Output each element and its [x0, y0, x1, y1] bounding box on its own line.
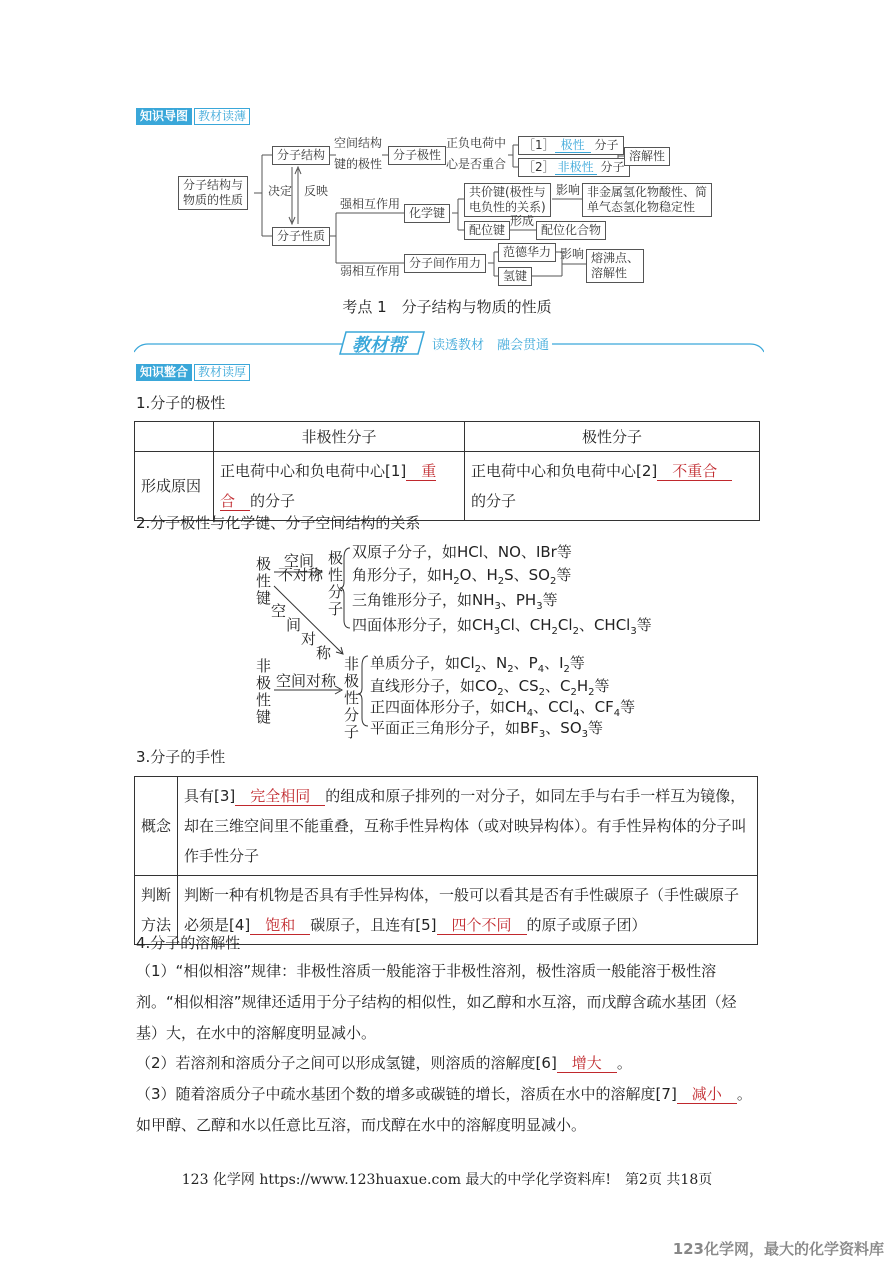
- sym-label: 空间对称: [276, 672, 337, 690]
- cell-text: 的分子: [250, 492, 296, 510]
- sub: 2: [507, 664, 514, 675]
- sub: 4: [573, 708, 580, 719]
- acid-line2: 单气态氢化物稳定性: [587, 200, 696, 214]
- t: 直线形分子，如CO: [370, 677, 498, 695]
- mindmap-covalent: [464, 183, 551, 217]
- option-suffix: 分子: [594, 138, 619, 152]
- sub: 2: [549, 576, 557, 587]
- mindmap-decide: 决定: [268, 184, 293, 198]
- t: Cl、CH: [500, 616, 552, 634]
- mindmap-acid: [582, 183, 712, 217]
- t: 角形分子，如H: [352, 566, 454, 584]
- nonpolar-example-4: [370, 717, 603, 740]
- sub: 4: [526, 708, 534, 719]
- mindmap-option-polar: [518, 136, 624, 155]
- char: 键: [256, 589, 272, 607]
- label-line2: 方法: [141, 916, 172, 934]
- melt-line1: 熔沸点、: [591, 251, 640, 265]
- polar-example-3: [352, 589, 558, 612]
- t: 等: [620, 698, 636, 716]
- t: 、CF: [579, 698, 614, 716]
- page-footer: 123 化学网 https://www.123huaxue.com 最大的中学化学资料库! 第2页 共18页: [181, 1172, 713, 1188]
- banner-sub: 读透教材 融会贯通: [432, 338, 550, 353]
- sub: 4: [537, 664, 545, 675]
- mindmap-chem-bond: 化学键: [404, 204, 450, 223]
- nonpolar-example-1: [370, 652, 585, 675]
- char: 子: [328, 600, 344, 618]
- mindmap-affect-2: 影响: [560, 247, 585, 261]
- mindmap-coord: 配位键: [464, 221, 510, 240]
- sym-diag-4: 称: [316, 644, 332, 662]
- chirality-table: [134, 776, 758, 945]
- char: 子: [344, 723, 360, 741]
- mindmap-structure: 分子结构: [272, 146, 330, 165]
- sub: 3: [536, 601, 543, 612]
- mindmap-reflect: 反映: [304, 184, 329, 198]
- covalent-line2: 电负性的关系): [469, 200, 546, 214]
- t: 等: [556, 566, 572, 584]
- cell-nonpolar: [214, 452, 465, 521]
- t: 三角锥形分子，如NH: [352, 591, 495, 609]
- char: 非: [344, 655, 360, 673]
- cell-method: [178, 876, 758, 945]
- t: 、I: [544, 654, 564, 672]
- t: 、CCl: [533, 698, 574, 716]
- mindmap-intermol: 分子间作用力: [404, 254, 486, 273]
- mindmap-tag-secondary: 教材读薄: [194, 108, 250, 125]
- knowledge-tag-primary: 知识整合: [136, 364, 192, 381]
- mindmap-polarity: 分子极性: [388, 146, 446, 165]
- asym-label-2: 不对称: [278, 566, 324, 584]
- t: 等: [569, 654, 585, 672]
- asym-label-1: 空间: [284, 552, 315, 570]
- melt-line2: 溶解性: [591, 266, 628, 280]
- polarity-table: [134, 421, 760, 521]
- sub: 2: [474, 664, 482, 675]
- t: 、N: [481, 654, 508, 672]
- s4-paragraph-2: [136, 1048, 758, 1079]
- t: 四面体形分子，如CH: [352, 616, 494, 634]
- t: 、P: [513, 654, 538, 672]
- mindmap-property: 分子性质: [272, 227, 330, 246]
- mindmap-center-1: 正负电荷中: [446, 136, 507, 150]
- t: 等: [594, 677, 610, 695]
- char: 极: [328, 549, 344, 567]
- sub: 2: [551, 626, 558, 637]
- t: O、H: [459, 566, 498, 584]
- para-text: 。: [616, 1054, 632, 1072]
- polar-example-4: [352, 614, 652, 637]
- mindmap-weak: 弱相互作用: [340, 264, 401, 278]
- t: H: [576, 677, 589, 695]
- knowledge-tag: [136, 364, 250, 381]
- t: Cl: [557, 616, 573, 634]
- char: 极: [256, 674, 272, 692]
- t: 、PH: [500, 591, 537, 609]
- polar-mol-label: [328, 550, 343, 618]
- nonpolar-example-2: [370, 675, 610, 698]
- sub: 3: [494, 601, 501, 612]
- char: 性: [256, 691, 272, 709]
- nonpolar-mol-label: [344, 656, 359, 741]
- mindmap-tag-primary: 知识导图: [136, 108, 192, 125]
- banner-main: 教材帮: [352, 335, 406, 356]
- bond-diagram: [240, 538, 660, 741]
- answer-5: 四个不同: [436, 916, 527, 934]
- t: 等: [636, 616, 652, 634]
- col-polar: 极性分子: [465, 422, 760, 452]
- option-num: ［1］: [523, 138, 555, 152]
- mindmap-spatial-2: 键的极性: [334, 157, 383, 171]
- answer-4: 饱和: [250, 916, 311, 934]
- answer-7b: 小: [706, 1085, 737, 1103]
- s3-title: 3.分子的手性: [136, 748, 226, 766]
- s4-title: 4.分子的溶解性: [136, 934, 241, 952]
- answer-2: 不重合: [657, 462, 733, 480]
- option-answer: 极性: [555, 138, 591, 153]
- t: 、CS: [503, 677, 539, 695]
- char: 极: [256, 555, 272, 573]
- char: 分: [344, 706, 360, 724]
- example-text: 双原子分子，如HCl、NO、IBr等: [352, 543, 572, 561]
- nonpolar-bond-label: [256, 658, 271, 726]
- answer-1b: 合: [220, 492, 251, 510]
- option-num: ［2］: [523, 160, 555, 174]
- mindmap-coord-compound: 配位化合物: [536, 221, 606, 240]
- acid-line1: 非金属氢化物酸性、简: [587, 185, 708, 199]
- s4-paragraph-1: （1）“相似相溶”规律：非极性溶质一般能溶于非极性溶剂，极性溶质一般能溶于极性溶剂。“相似相溶”规律还适用于分子结构的相似性，如乙醇和水互溶，而戊醇含疏水基团（烃基）大，在水中的溶解度明显减小。: [136, 962, 737, 1042]
- sub: 3: [538, 729, 546, 740]
- cell-polar: [465, 452, 760, 521]
- banner: [134, 330, 764, 356]
- cell-text: 判断一种有机物是否具有手性异构体，一般可以看其是否有手性碳原子（手性碳原子必须是[4]: [184, 886, 740, 934]
- s1-title: 1.分子的极性: [136, 394, 226, 412]
- sub: 2: [453, 576, 460, 587]
- cell-text: 正电荷中心和负电荷中心[1]: [220, 462, 407, 480]
- option-suffix: 分子: [600, 160, 625, 174]
- watermark: 123化学网，最大的化学资料库: [672, 1240, 884, 1258]
- t: 、C: [545, 677, 571, 695]
- option-answer: 非极性: [555, 160, 597, 175]
- char: 非: [256, 657, 272, 675]
- char: 性: [256, 572, 272, 590]
- t: 单质分子，如Cl: [370, 654, 475, 672]
- answer-6: 增大: [556, 1054, 617, 1072]
- mindmap-solubility: 溶解性: [624, 147, 670, 166]
- cell-text: 的组成和原子排列的一对分子，如同左手与右手一样互为镜像，却在三维空间里不能重叠，互称手性异构体（或对映异构体）。有手性异构体的分子叫作手性分子: [184, 787, 747, 865]
- answer-7a: 减: [676, 1085, 707, 1103]
- char: 性: [328, 566, 344, 584]
- para-text: （3）随着溶质分子中疏水基团个数的增多或碳链的增长，溶质在水中的溶解度[7]: [136, 1085, 677, 1103]
- cell-text: 碳原子，且连有[5]: [310, 916, 437, 934]
- mindmap-center-2: 心是否重合: [446, 157, 507, 171]
- char: 性: [344, 689, 360, 707]
- cell-text: 正电荷中心和负电荷中心[2]: [471, 462, 658, 480]
- sub: 2: [497, 576, 505, 587]
- para-text: 。如甲醇、乙醇和水以任意比互溶，而戊醇在水中的溶解度明显减小。: [136, 1085, 752, 1134]
- mindmap-vdw: 范德华力: [498, 243, 556, 262]
- sub: 2: [572, 626, 579, 637]
- mindmap-option-nonpolar: [518, 158, 630, 177]
- sym-diag-3: 对: [301, 630, 317, 648]
- cell-text: 的原子或原子团）: [526, 916, 647, 934]
- sub: 2: [588, 687, 595, 698]
- sub: 3: [581, 729, 589, 740]
- sub: 4: [613, 708, 621, 719]
- section-title: 考点 1 分子结构与物质的性质: [342, 298, 552, 316]
- row-label-concept: 概念: [135, 777, 178, 876]
- sym-diag-1: 空: [271, 602, 287, 620]
- para-text: （2）若溶剂和溶质分子之间可以形成氢键，则溶质的溶解度[6]: [136, 1054, 557, 1072]
- t: 等: [542, 591, 558, 609]
- mindmap-strong: 强相互作用: [340, 197, 401, 211]
- sub: 2: [570, 687, 577, 698]
- table-corner: [135, 422, 214, 452]
- sub: 3: [493, 626, 501, 637]
- t: 、SO: [545, 719, 582, 737]
- t: 、CHCl: [578, 616, 631, 634]
- sub: 3: [630, 626, 637, 637]
- mindmap-root-line1: 分子结构与: [183, 178, 244, 192]
- sub: 2: [538, 687, 546, 698]
- char: 分: [328, 583, 344, 601]
- cell-text: 的分子: [471, 492, 517, 510]
- sub: 2: [497, 687, 504, 698]
- t: 平面正三角形分子，如BF: [370, 719, 539, 737]
- polar-example-2: [352, 564, 571, 587]
- s2-title: 2.分子极性与化学键、分子空间结构的关系: [136, 514, 421, 532]
- mindmap-melt: [586, 249, 644, 283]
- t: S、SO: [504, 566, 550, 584]
- cell-text: 具有[3]: [184, 787, 236, 805]
- answer-1a: 重: [406, 462, 437, 480]
- col-nonpolar: 非极性分子: [214, 422, 465, 452]
- mindmap-spatial-1: 空间结构: [334, 136, 383, 150]
- knowledge-tag-secondary: 教材读厚: [194, 364, 250, 381]
- polar-bond-label: [256, 556, 271, 607]
- cell-concept: [178, 777, 758, 876]
- mindmap-hbond: 氢键: [498, 267, 532, 286]
- covalent-line1: 共价键(极性与: [469, 185, 546, 199]
- mindmap-root-line2: 物质的性质: [183, 193, 244, 207]
- mindmap-form: 形成: [510, 214, 535, 228]
- sub: 2: [563, 664, 570, 675]
- label-line1: 判断: [141, 886, 172, 904]
- polar-example-1: [352, 541, 572, 562]
- mindmap: [0, 0, 894, 300]
- t: 正四面体形分子，如CH: [370, 698, 527, 716]
- t: 等: [588, 719, 604, 737]
- nonpolar-example-3: [370, 696, 635, 719]
- char: 键: [256, 708, 272, 726]
- mindmap-root: [178, 176, 248, 210]
- mindmap-affect-1: 影响: [556, 183, 581, 197]
- answer-3: 完全相同: [235, 787, 326, 805]
- sym-diag-2: 间: [286, 616, 302, 634]
- s4-paragraph-3: [136, 1079, 758, 1141]
- char: 极: [344, 672, 360, 690]
- row-label: 形成原因: [135, 452, 214, 521]
